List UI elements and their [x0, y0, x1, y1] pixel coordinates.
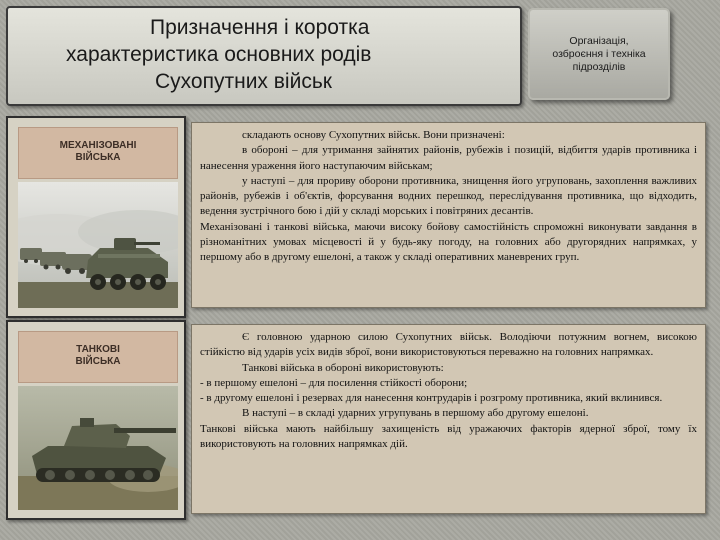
nav-button-line-3: підрозділів [572, 61, 626, 73]
tank-troops-description [191, 324, 706, 514]
tank-paragraph-4: - в другому ешелоні і резервах для нанесення контрударів і розгрому противника, який вклинився. [200, 392, 663, 405]
mechanized-label-line-1: МЕХАНІЗОВАНІ [59, 140, 137, 151]
tank-label-line-1: ТАНКОВІ [76, 344, 120, 355]
nav-button-line-2: озброєння і техніка [552, 48, 646, 60]
mechanized-paragraph-2: в обороні – для утримання зайнятих районів, рубежів і позицій, відбиття ударів противника і нанесення ураження його наступаючим військам; [200, 144, 697, 172]
mechanized-paragraph-4: Механізовані і танкові війська, маючи високу бойову самостійність спроможні виконувати завдання в різноманітних умовах місцевості й у будь-яку погоду, на головних або другорядних напрямках, у першому або в другому ешелоні, а також у складі оперативних маневрених груп. [200, 220, 697, 264]
tank-photo [18, 386, 178, 510]
mechanized-troops-description [191, 122, 706, 308]
mechanized-paragraph-3: у наступі – для прориву оборони противника, знищення його угруповань, захоплення важливих районів, рубежів і об'єктів, форсування водних перешкод, переслідування противника, що відходить, ведення зустрічного бою і дій у складі морських і повітряних десантів. [200, 174, 697, 218]
mechanized-troops-card [6, 116, 186, 318]
title-line-2: характеристика основних родів [66, 43, 372, 66]
title-line-1: Призначення і коротка [150, 16, 370, 39]
title-line-3: Сухопутних військ [155, 70, 332, 93]
tank-paragraph-1: Є головною ударною силою Сухопутних військ. Володіючи потужним вогнем, високою стійкістю від ударів усіх видів зброї, вони використовуються переважно на головних напрямках. [200, 331, 697, 359]
page-title [6, 6, 522, 106]
tank-paragraph-2: Танкові війська в обороні використовують: [242, 361, 444, 374]
tank-label-line-2: ВІЙСЬКА [75, 356, 121, 367]
apc-convoy-photo [18, 182, 178, 308]
tank-paragraph-6: Танкові війська мають найбільшу захищеність від уражаючих факторів ядерної зброї, тому їх використовують на головних напрямках дій. [200, 422, 697, 451]
organization-equipment-button[interactable] [528, 8, 670, 100]
mechanized-label-line-2: ВІЙСЬКА [75, 152, 121, 163]
mechanized-troops-label [18, 127, 178, 179]
nav-button-line-1: Організація, [569, 35, 629, 47]
tank-troops-card [6, 320, 186, 520]
mechanized-paragraph-1: складають основу Сухопутних військ. Вони призначені: [242, 129, 505, 141]
tank-paragraph-3: - в першому ешелоні – для посилення стійкості оборони; [200, 376, 468, 389]
tank-troops-label [18, 331, 178, 383]
tank-paragraph-5: В наступі – в складі ударних угрупувань в першому або другому ешелоні. [242, 407, 589, 420]
